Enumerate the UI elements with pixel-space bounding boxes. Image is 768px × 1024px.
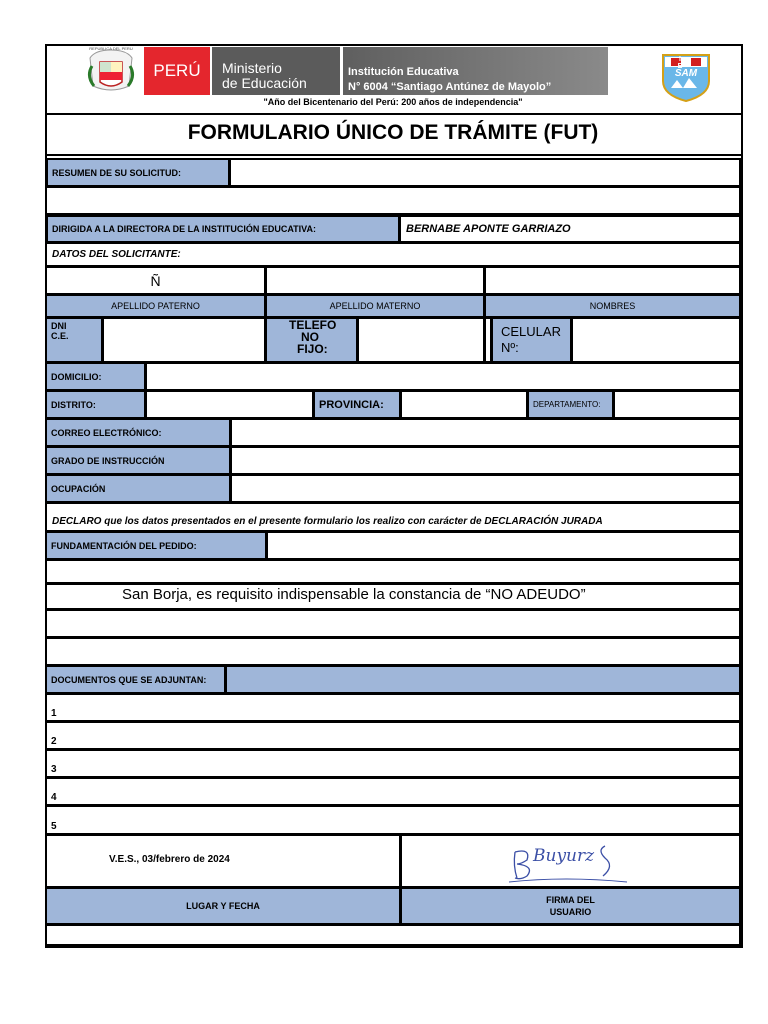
email-label: CORREO ELECTRÓNICO: <box>45 418 231 447</box>
logo-letters: I E <box>677 56 695 70</box>
fundamentacion-row-1[interactable] <box>45 559 741 584</box>
peru-label <box>144 47 210 95</box>
provincia-label: PROVINCIA: <box>313 390 401 419</box>
school-line1: Institución Educativa <box>348 66 459 78</box>
cell-label <box>491 317 572 363</box>
shield-caption: REPUBLICA DEL PERU <box>89 46 133 51</box>
cell-text-2: Nº: <box>501 340 519 355</box>
place-date-value: V.E.S., 03/febrero de 2024 <box>109 854 230 865</box>
document-number-2: 2 <box>51 736 57 747</box>
nombres-header: NOMBRES <box>484 294 741 318</box>
summary-label: RESUMEN DE SU SOLICITUD: <box>46 158 230 187</box>
motto: "Año del Bicentenario del Perú: 200 años de independencia" <box>263 97 523 107</box>
applicant-heading: DATOS DEL SOLICITANTE: <box>45 242 741 267</box>
form-title: FORMULARIO ÚNICO DE TRÁMITE (FUT) <box>187 121 599 144</box>
phone-text-3: FIJO: <box>297 342 328 356</box>
paterno-value: Ñ <box>150 272 161 289</box>
dni-text: DNI <box>51 321 67 331</box>
document-number-4: 4 <box>51 792 57 803</box>
ocupacion-input[interactable] <box>230 474 741 503</box>
paterno-input[interactable] <box>45 266 266 295</box>
phone-input[interactable] <box>357 317 485 363</box>
document-row-3[interactable] <box>45 749 741 778</box>
signature-label <box>400 887 741 925</box>
email-input[interactable] <box>230 418 741 447</box>
declaration-text: DECLARO que los datos presentados en el presente formulario los realizo con carácter de DECLARACIÓN JURADA <box>45 502 741 532</box>
departamento-input[interactable] <box>613 390 741 419</box>
director-label: DIRIGIDA A LA DIRECTORA DE LA INSTITUCIÓN EDUCATIVA: <box>46 215 400 243</box>
documents-input[interactable] <box>225 665 741 694</box>
fundamentacion-input[interactable] <box>266 531 741 560</box>
director-value[interactable]: BERNABE APONTE GARRIAZO <box>399 215 741 243</box>
distrito-label: DISTRITO: <box>45 390 146 419</box>
document-row-1[interactable] <box>45 693 741 722</box>
document-number-1: 1 <box>51 708 57 719</box>
ministry-label <box>212 47 340 95</box>
logo-text: SAM <box>674 68 698 79</box>
school-line2: N° 6004 “Santiago Antúnez de Mayolo” <box>348 81 552 93</box>
peru-text: PERÚ <box>153 61 201 80</box>
phone-text-1: TELEFO <box>289 318 337 332</box>
grado-input[interactable] <box>230 446 741 475</box>
footer-row <box>45 924 741 946</box>
peru-coat-of-arms <box>82 46 140 96</box>
fundamentacion-text: San Borja, es requisito indispensable la constancia de “NO ADEUDO” <box>122 586 586 603</box>
summary-extra-row[interactable] <box>45 186 741 215</box>
fundamentacion-row-3[interactable] <box>45 609 741 638</box>
signature-label-1: FIRMA DEL <box>546 895 595 905</box>
document-row-2[interactable] <box>45 721 741 750</box>
phone-label <box>265 317 358 363</box>
fundamentacion-label: FUNDAMENTACIÓN DEL PEDIDO: <box>45 531 267 560</box>
document-number-5: 5 <box>51 820 57 832</box>
document-row-5[interactable] <box>45 805 741 835</box>
cell-input[interactable] <box>571 317 741 363</box>
school-banner <box>343 47 608 95</box>
ministry-line1: Ministerio <box>222 60 282 76</box>
signature-label-2: USUARIO <box>549 907 592 917</box>
domicilio-label: DOMICILIO: <box>45 362 146 391</box>
ocupacion-label: OCUPACIÓN <box>45 474 231 503</box>
documents-label: DOCUMENTOS QUE SE ADJUNTAN: <box>45 665 226 694</box>
materno-input[interactable] <box>265 266 485 295</box>
ce-text: C.E. <box>51 331 69 341</box>
dni-input[interactable] <box>102 317 266 363</box>
phone-text-2: NO <box>301 330 319 344</box>
nombres-input[interactable] <box>484 266 741 295</box>
departamento-label: DEPARTAMENTO: <box>527 390 614 419</box>
domicilio-input[interactable] <box>145 362 741 391</box>
distrito-input[interactable] <box>145 390 314 419</box>
signature-text: Buyurz <box>533 846 595 866</box>
ministry-line2: de Educación <box>222 75 307 91</box>
place-date-label: LUGAR Y FECHA <box>45 887 401 925</box>
summary-input[interactable] <box>229 158 741 187</box>
fundamentacion-row-2[interactable] <box>45 583 741 610</box>
document-number-3: 3 <box>51 764 57 775</box>
dni-label <box>45 317 103 363</box>
grado-label: GRADO DE INSTRUCCIÓN <box>45 446 231 475</box>
document-row-4[interactable] <box>45 777 741 806</box>
place-date-cell[interactable] <box>45 834 401 888</box>
materno-header: APELLIDO MATERNO <box>265 294 485 318</box>
cell-text-1: CELULAR <box>501 324 561 339</box>
fundamentacion-row-4[interactable] <box>45 637 741 666</box>
provincia-input[interactable] <box>400 390 528 419</box>
paterno-header: APELLIDO PATERNO <box>45 294 266 318</box>
